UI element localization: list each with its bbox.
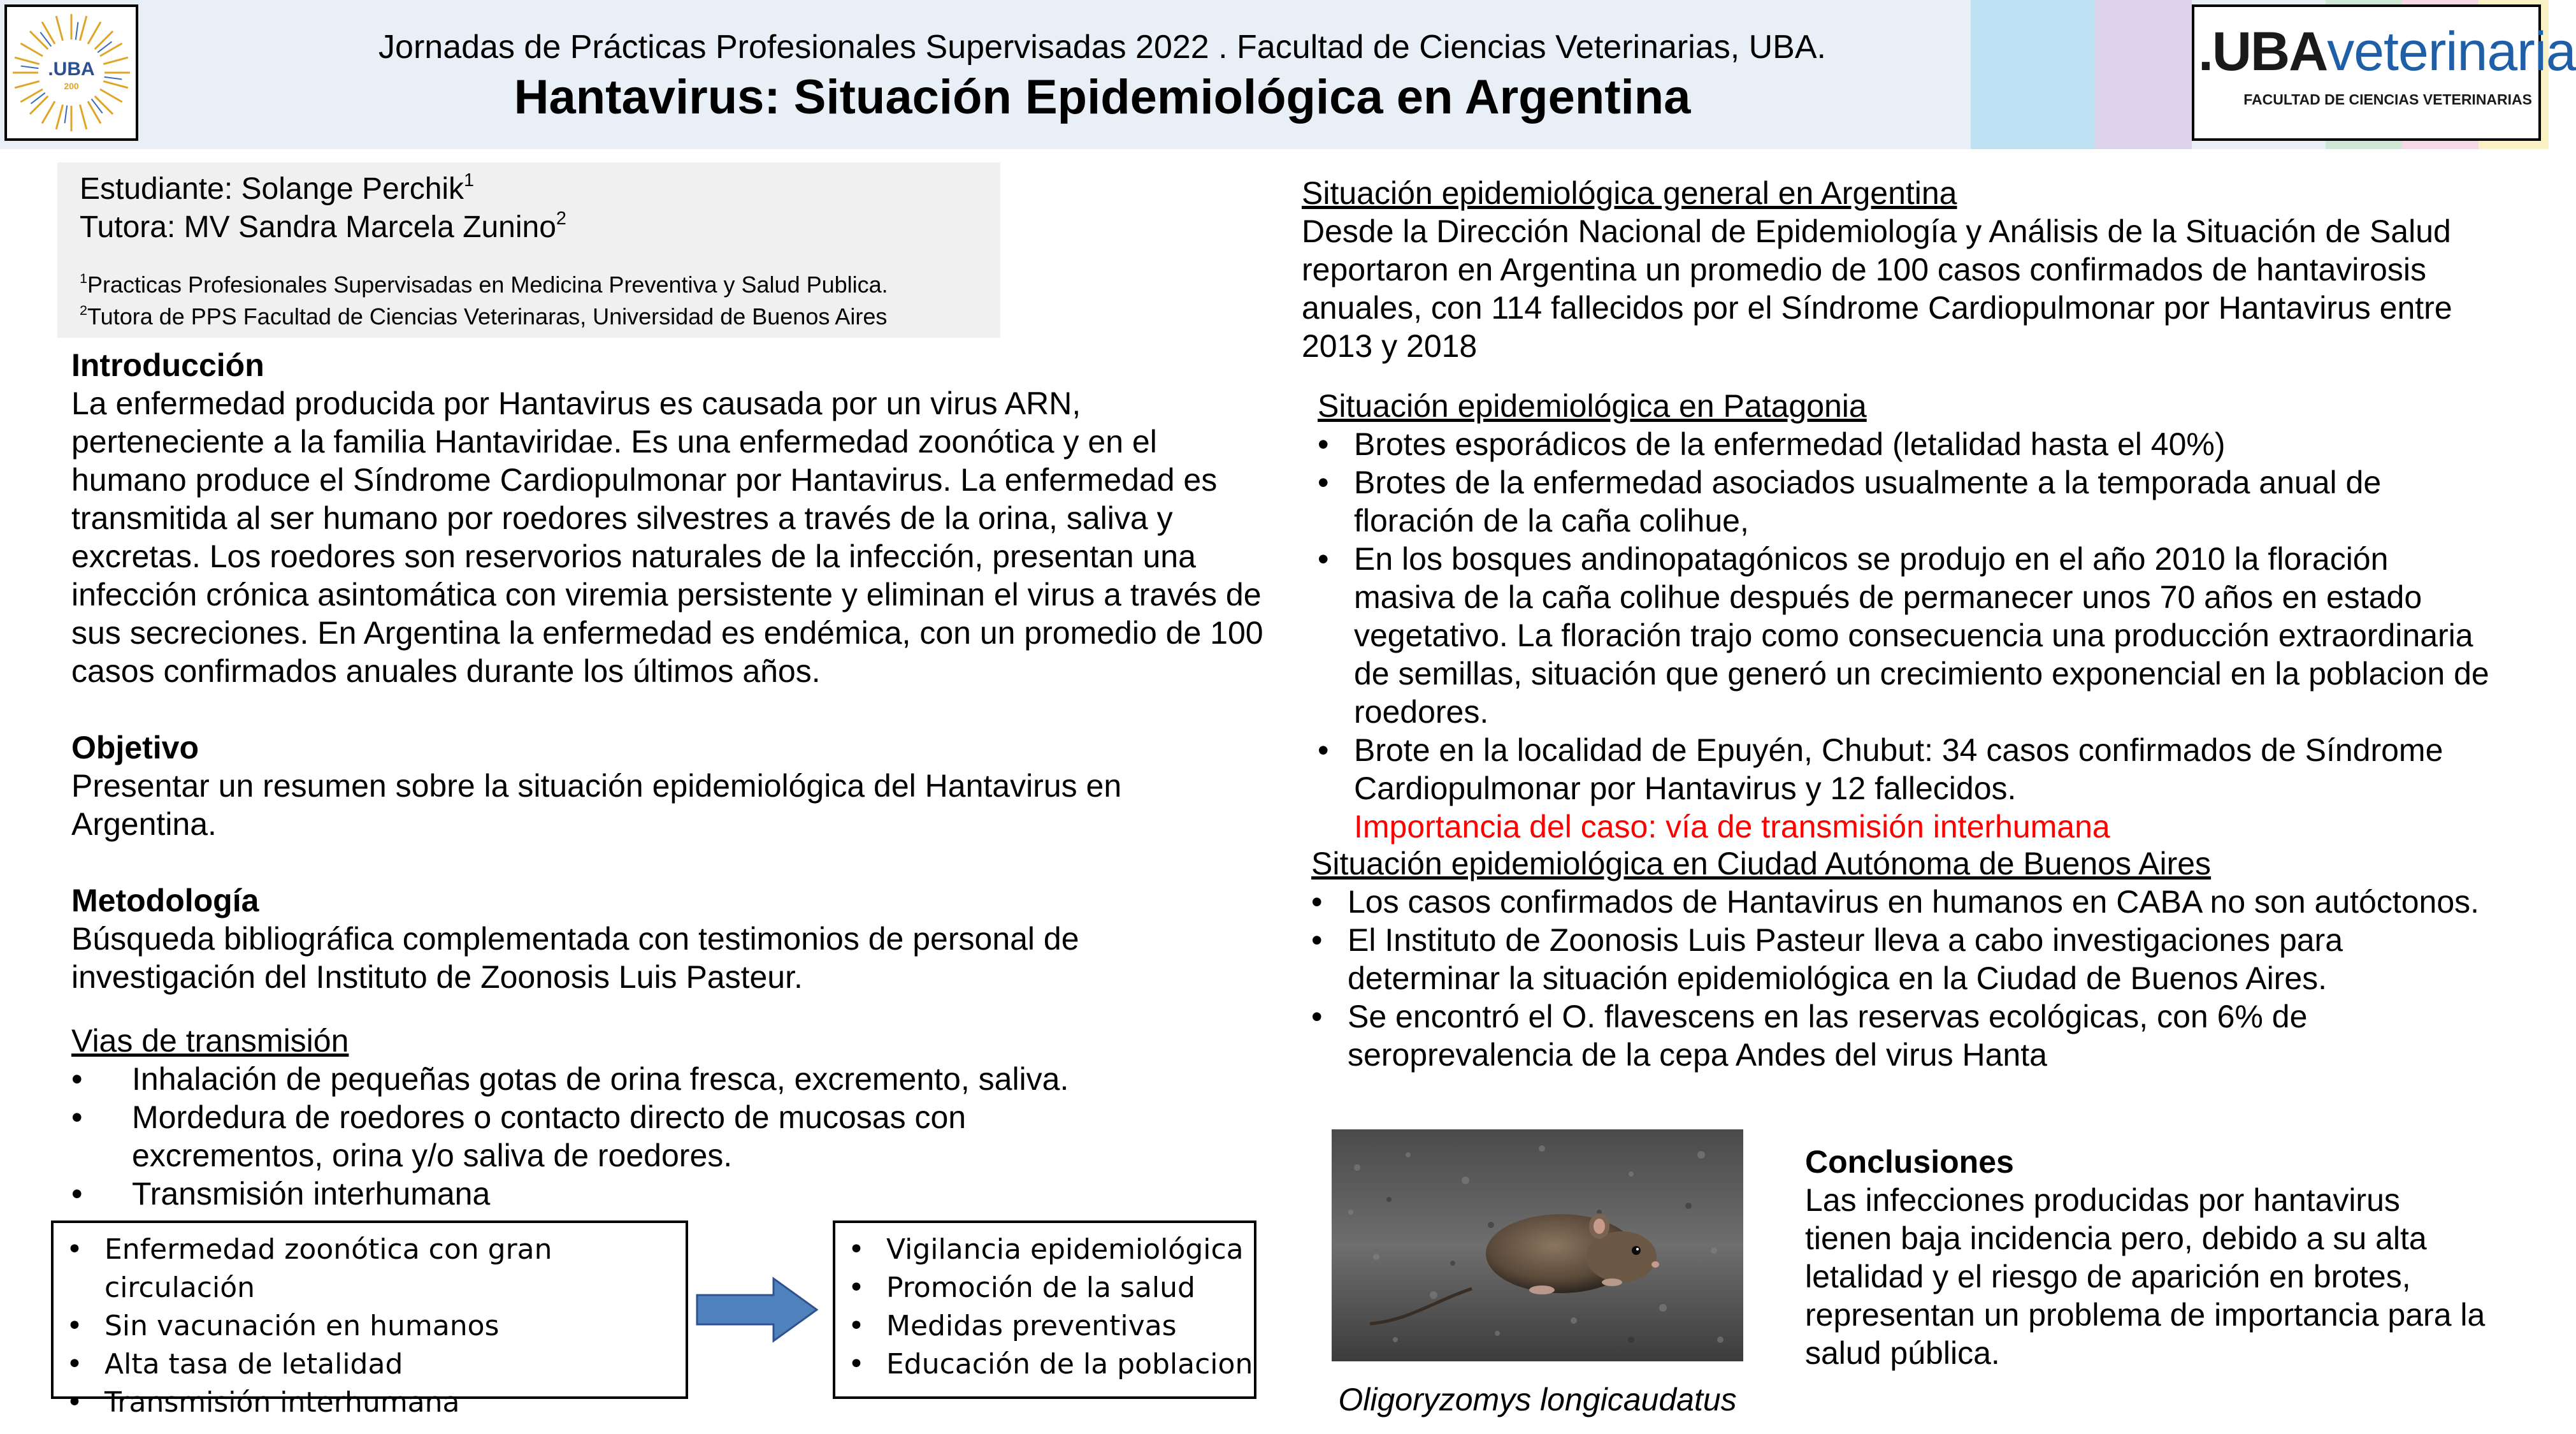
bullet: •: [71, 1099, 83, 1135]
patagonia-section: [1318, 387, 2490, 846]
poster-title: Hantavirus: Situación Epidemiológica en Argentina: [514, 70, 1691, 124]
bullet: •: [1311, 999, 1323, 1034]
list-item: [71, 1175, 1104, 1213]
introduction-section: [71, 346, 1269, 690]
transmission-section: [71, 1022, 1104, 1213]
caba-list: [1311, 883, 2496, 1074]
authors-box: [57, 163, 1000, 338]
mouse-photo: [1332, 1129, 1743, 1361]
transmission-item: Mordedura de roedores o contacto directo de mucosas con excrementos, orina y/o saliva de roedores.: [132, 1099, 967, 1173]
list-item: [54, 1345, 686, 1384]
uba-sun-emblem-icon: [7, 7, 136, 138]
conference-subtitle: Jornadas de Prácticas Profesionales Supervisadas 2022 . Facultad de Ciencias Veterinarias, UBA.: [378, 29, 1826, 66]
actions-box: [833, 1220, 1256, 1399]
affiliation-1: [80, 270, 888, 300]
patagonia-item: En los bosques andinopatagónicos se produjo en el año 2010 la floración masiva de la caña colihue después de permanecer unos 70 años en estado vegetativo. La floración trajo como consecuencia una producción extraordinaria de semillas, situación que generó un crecimiento exponencial en la poblacion de roedores.: [1354, 541, 2489, 730]
characteristics-box: [51, 1220, 688, 1419]
conclusions-heading: Conclusiones: [1805, 1144, 2014, 1180]
list-item: [71, 1060, 1104, 1098]
logo-veterinaria-text: veterinaria: [2327, 21, 2576, 82]
patagonia-list: [1318, 425, 2490, 808]
conclusions-section: [1805, 1143, 2493, 1372]
bullet: •: [848, 1271, 865, 1304]
aff2-sup: 2: [80, 301, 88, 318]
list-item: [1311, 997, 2496, 1074]
bullet: •: [66, 1348, 83, 1380]
conclusions-text: Las infecciones producidas por hantavirus tienen baja incidencia pero, debido a su alta letalidad y el riesgo de aparición en brotes, representan un problema de importancia para la salud pública.: [1805, 1182, 2486, 1371]
logo-uba-text: .UBA: [2198, 21, 2328, 82]
bullet: •: [848, 1348, 865, 1380]
characteristic-item: Sin vacunación en humanos: [104, 1310, 500, 1342]
bullet: •: [71, 1176, 83, 1212]
bullet: •: [66, 1310, 83, 1342]
uba-logo-sub: 200: [64, 81, 79, 91]
aff2-text: Tutora de PPS Facultad de Ciencias Veterinaras, Universidad de Buenos Aires: [87, 303, 888, 330]
student-sup: 1: [464, 170, 475, 191]
characteristic-item: Transmisión interhumana: [104, 1386, 460, 1419]
bullet: •: [848, 1310, 865, 1342]
caba-section: [1311, 844, 2496, 1074]
list-item: [1318, 540, 2490, 731]
caba-item: El Instituto de Zoonosis Luis Pasteur lleva a cabo investigaciones para determinar la situación epidemiológica en la Ciudad de Buenos Aires.: [1348, 922, 2343, 996]
objective-heading: Objetivo: [71, 730, 199, 765]
action-item: Vigilancia epidemiológica: [886, 1233, 1244, 1266]
transmission-item: Transmisión interhumana: [132, 1176, 491, 1212]
transmission-item: Inhalación de pequeñas gotas de orina fresca, excremento, saliva.: [132, 1061, 1069, 1097]
action-item: Promoción de la salud: [886, 1271, 1195, 1304]
bullet: •: [1311, 884, 1323, 920]
bullet: •: [1311, 922, 1323, 958]
student-line: [80, 170, 474, 208]
general-situation-text: Desde la Dirección Nacional de Epidemiología y Análisis de la Situación de Salud reportaron en Argentina un promedio de 100 casos confirmados de hantavirosis anuales, con 114 fallecidos por el Síndrome Cardiopulmonar por Hantavirus entre 2013 y 2018: [1302, 214, 2452, 364]
caba-item: Se encontró el O. flavescens en las reservas ecológicas, con 6% de seroprevalencia de la cepa Andes del virus Hanta: [1348, 999, 2308, 1073]
bullet: •: [1318, 426, 1329, 462]
transmission-list: [71, 1060, 1104, 1213]
list-item: [1318, 731, 2490, 808]
list-item: [54, 1307, 686, 1345]
patagonia-item: Brotes esporádicos de la enfermedad (letalidad hasta el 40%): [1354, 426, 2226, 462]
affiliation-2: [80, 301, 887, 332]
uba-veterinaria-logo: [2192, 4, 2576, 141]
list-item: [1318, 463, 2490, 540]
introduction-heading: Introducción: [71, 347, 264, 383]
list-item: [835, 1345, 1254, 1384]
photo-caption: Oligoryzomys longicaudatus: [1338, 1382, 1737, 1417]
student-name: Estudiante: Solange Perchik: [80, 172, 464, 206]
bullet: •: [66, 1233, 83, 1266]
methodology-heading: Metodología: [71, 883, 259, 918]
characteristic-item: Enfermedad zoonótica con gran circulación: [104, 1233, 552, 1304]
list-item: [54, 1231, 686, 1307]
list-item: [835, 1269, 1254, 1307]
transmission-heading: Vias de transmisión: [71, 1023, 349, 1059]
bullet: •: [1318, 541, 1329, 577]
interhuman-highlight: Importancia del caso: vía de transmisión interhumana: [1354, 809, 2110, 844]
list-item: [71, 1098, 1104, 1175]
introduction-text: La enfermedad producida por Hantavirus es causada por un virus ARN, perteneciente a la familia Hantaviridae. Es una enfermedad zoonótica y en el humano produce el Síndrome Cardiopulmonar por Hantavirus. La enfermedad es transmitida al ser humano por roedores silvestres a través de la orina, saliva y excretas. Los roedores son reservorios naturales de la infección, presentan una infección crónica asintomática con viremia persistente y eliminan el virus a través de sus secreciones. En Argentina la enfermedad es endémica, con un promedio de 100 casos confirmados anuales durante los últimos años.: [71, 386, 1263, 689]
objective-section: [71, 728, 1269, 843]
bullet: •: [66, 1386, 83, 1419]
bullet: •: [1318, 465, 1329, 500]
caba-heading: Situación epidemiológica en Ciudad Autónoma de Buenos Aires: [1311, 846, 2212, 881]
characteristic-item: Alta tasa de letalidad: [104, 1348, 403, 1380]
methodology-text: Búsqueda bibliográfica complementada con testimonios de personal de investigación del Instituto de Zoonosis Luis Pasteur.: [71, 921, 1079, 995]
list-item: [1318, 425, 2490, 463]
header-stripe: [2095, 0, 2192, 149]
logo-faculty-text: FACULTAD DE CIENCIAS VETERINARIAS: [2243, 91, 2532, 108]
bullet: •: [71, 1061, 83, 1097]
patagonia-heading: Situación epidemiológica en Patagonia: [1318, 388, 1867, 424]
tutor-line: [80, 208, 566, 247]
uba-logo-text: .UBA: [48, 59, 95, 80]
aff1-sup: 1: [80, 270, 88, 286]
general-situation-section: [1302, 174, 2500, 365]
action-item: Educación de la poblacion: [886, 1348, 1253, 1380]
tutor-name: Tutora: MV Sandra Marcela Zunino: [80, 210, 556, 244]
action-item: Medidas preventivas: [886, 1310, 1177, 1342]
list-item: [1311, 883, 2496, 921]
methodology-section: [71, 881, 1142, 996]
aff1-text: Practicas Profesionales Supervisadas en Medicina Preventiva y Salud Publica.: [87, 272, 888, 298]
bullet: •: [1318, 732, 1329, 768]
uba-200-logo: [4, 4, 138, 141]
objective-text: Presentar un resumen sobre la situación epidemiológica del Hantavirus en Argentina.: [71, 768, 1122, 842]
list-item: [835, 1231, 1254, 1269]
caba-item: Los casos confirmados de Hantavirus en humanos en CABA no son autóctonos.: [1348, 884, 2480, 920]
right-arrow-icon: [694, 1275, 822, 1345]
bullet: •: [848, 1233, 865, 1266]
general-situation-heading: Situación epidemiológica general en Argentina: [1302, 175, 1957, 211]
poster-header: [0, 0, 2576, 149]
patagonia-item: Brotes de la enfermedad asociados usualmente a la temporada anual de floración de la caña colihue,: [1354, 465, 2382, 539]
tutor-sup: 2: [556, 208, 566, 229]
list-item: [835, 1307, 1254, 1345]
patagonia-item: Brote en la localidad de Epuyén, Chubut: 34 casos confirmados de Síndrome Cardiopulmonar por Hantavirus y 12 fallecidos.: [1354, 732, 2443, 806]
list-item: [54, 1384, 686, 1422]
list-item: [1311, 921, 2496, 997]
